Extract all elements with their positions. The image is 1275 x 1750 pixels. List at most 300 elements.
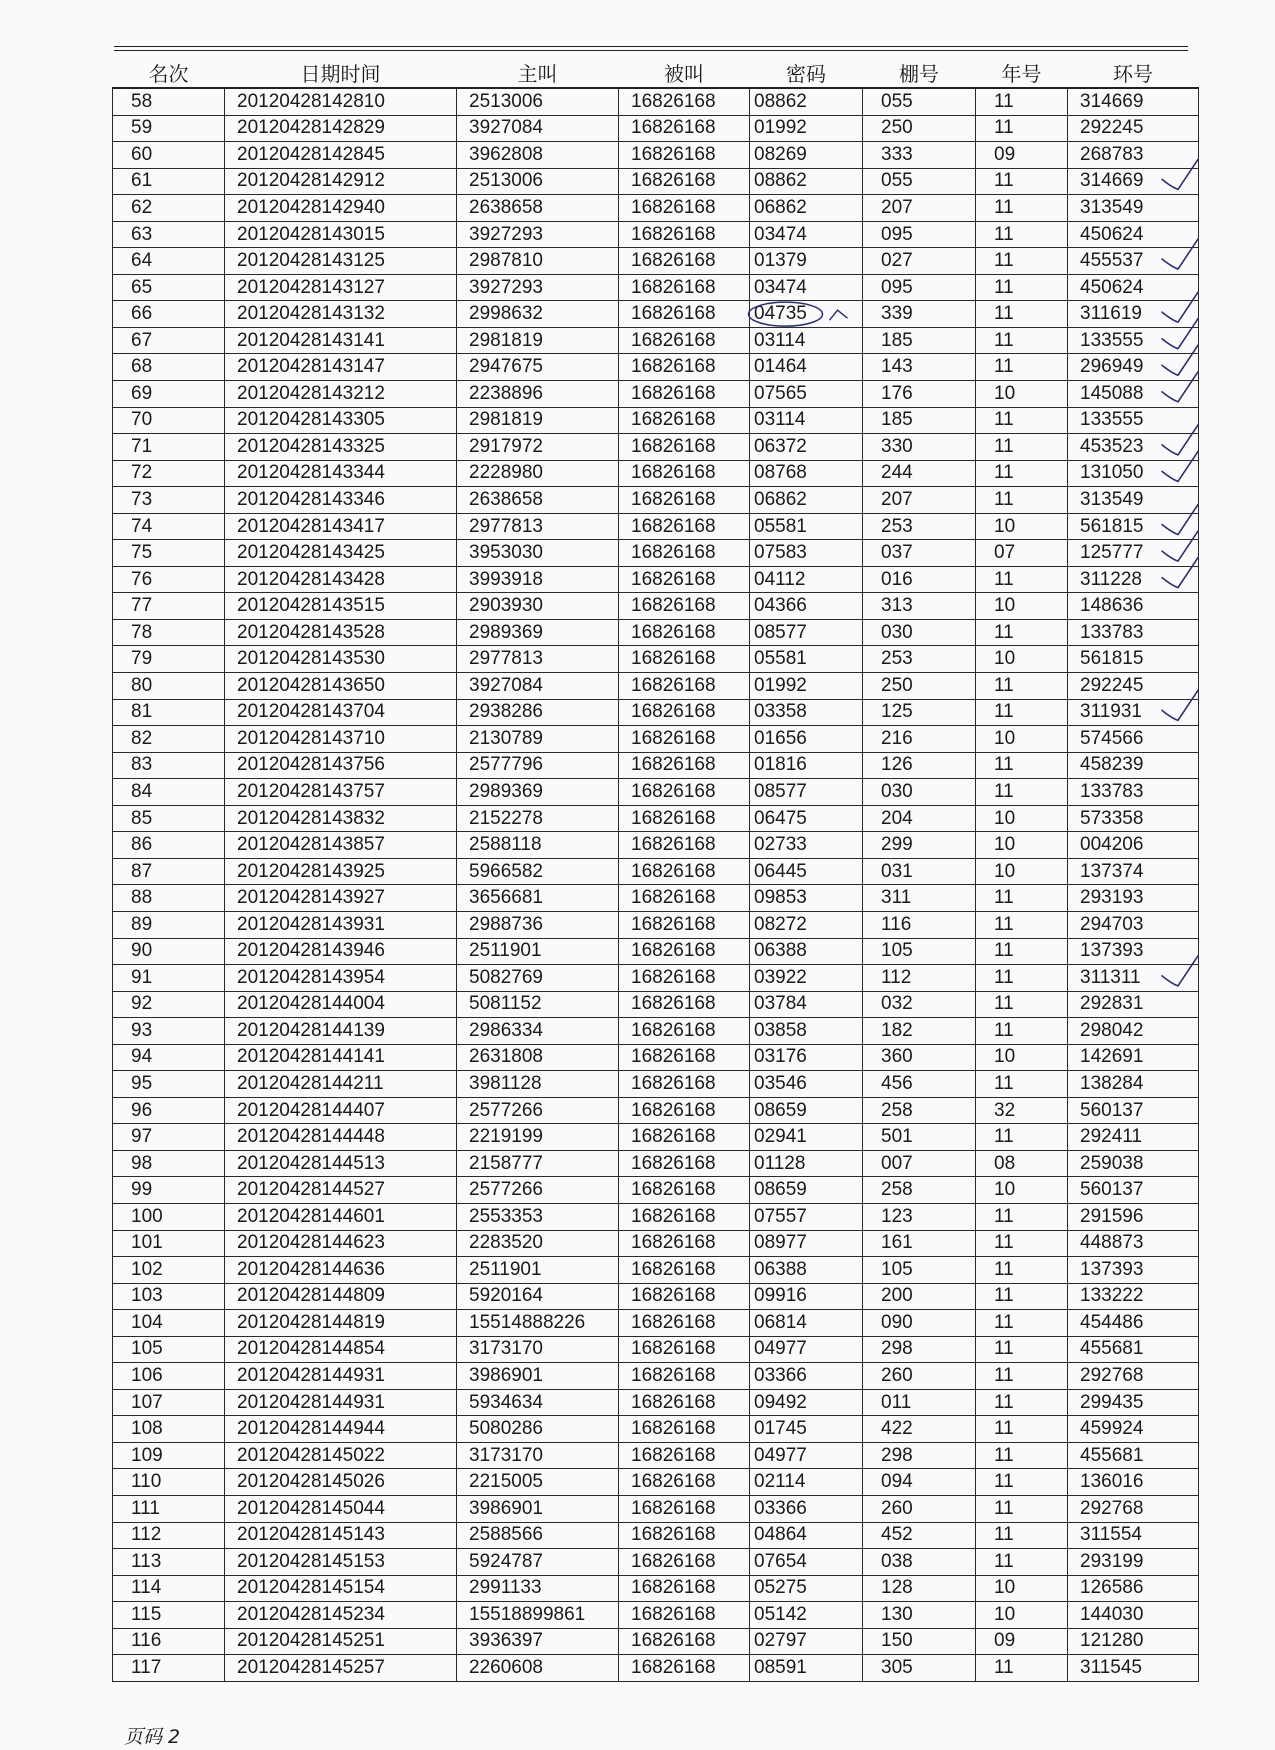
- year-cell: 10: [976, 1602, 1068, 1629]
- caller-cell: 2283520: [457, 1230, 619, 1257]
- ring-cell: 294703: [1068, 911, 1199, 938]
- datetime-cell: 20120428143757: [225, 779, 457, 806]
- caller-cell: 2638658: [457, 487, 619, 514]
- shed-cell: 126: [863, 752, 976, 779]
- callee-cell: 16826168: [619, 1097, 750, 1124]
- datetime-cell: 20120428143528: [225, 619, 457, 646]
- caller-cell: 3656681: [457, 885, 619, 912]
- table-row: [113, 991, 1199, 1018]
- caller-cell: 5924787: [457, 1549, 619, 1576]
- datetime-cell: 20120428143710: [225, 726, 457, 753]
- caller-cell: 2577796: [457, 752, 619, 779]
- datetime-cell: 20120428145022: [225, 1442, 457, 1469]
- shed-cell: 038: [863, 1549, 976, 1576]
- year-cell: 10: [976, 646, 1068, 673]
- shed-cell: 007: [863, 1150, 976, 1177]
- caller-cell: 2238896: [457, 381, 619, 408]
- code-cell: 07557: [750, 1203, 863, 1230]
- ring-cell: 138284: [1068, 1071, 1199, 1098]
- ring-cell: 133555: [1068, 407, 1199, 434]
- code-cell: 08591: [750, 1655, 863, 1682]
- datetime-cell: 20120428145251: [225, 1628, 457, 1655]
- page-number: 页码 2: [124, 1726, 181, 1748]
- rank-cell: 100: [113, 1203, 225, 1230]
- ring-cell: 292768: [1068, 1495, 1199, 1522]
- ring-cell: 133222: [1068, 1283, 1199, 1310]
- datetime-cell: 20120428144527: [225, 1177, 457, 1204]
- table-row: [113, 88, 1199, 115]
- call-records-table: [112, 58, 1199, 1682]
- datetime-cell: 20120428144819: [225, 1310, 457, 1337]
- rank-cell: 66: [113, 301, 225, 328]
- year-cell: 11: [976, 1442, 1068, 1469]
- callee-cell: 16826168: [619, 1575, 750, 1602]
- rank-cell: 94: [113, 1044, 225, 1071]
- code-cell: 03784: [750, 991, 863, 1018]
- ring-cell: 455537: [1068, 248, 1199, 275]
- rank-cell: 59: [113, 115, 225, 142]
- callee-cell: 16826168: [619, 195, 750, 222]
- shed-cell: 182: [863, 1018, 976, 1045]
- table-row: [113, 938, 1199, 965]
- table-row: [113, 1549, 1199, 1576]
- datetime-cell: 20120428144854: [225, 1336, 457, 1363]
- rank-cell: 98: [113, 1150, 225, 1177]
- shed-cell: 055: [863, 88, 976, 115]
- year-cell: 11: [976, 274, 1068, 301]
- callee-cell: 16826168: [619, 301, 750, 328]
- datetime-cell: 20120428144931: [225, 1389, 457, 1416]
- code-cell: 08977: [750, 1230, 863, 1257]
- ring-cell: 133783: [1068, 619, 1199, 646]
- datetime-cell: 20120428144809: [225, 1283, 457, 1310]
- rank-cell: 101: [113, 1230, 225, 1257]
- top-double-rule: [114, 46, 1188, 51]
- callee-cell: 16826168: [619, 619, 750, 646]
- year-cell: 11: [976, 460, 1068, 487]
- rank-cell: 74: [113, 513, 225, 540]
- rank-cell: 89: [113, 911, 225, 938]
- code-cell: 03474: [750, 221, 863, 248]
- rank-cell: 78: [113, 619, 225, 646]
- year-cell: 10: [976, 832, 1068, 859]
- caller-cell: 2158777: [457, 1150, 619, 1177]
- year-cell: 11: [976, 168, 1068, 195]
- ring-cell: 450624: [1068, 274, 1199, 301]
- shed-cell: 258: [863, 1097, 976, 1124]
- ring-cell: 144030: [1068, 1602, 1199, 1629]
- year-cell: 11: [976, 911, 1068, 938]
- caller-cell: 2513006: [457, 88, 619, 115]
- caller-cell: 2917972: [457, 434, 619, 461]
- caller-cell: 3986901: [457, 1495, 619, 1522]
- code-cell: 05581: [750, 513, 863, 540]
- ring-cell: 296949: [1068, 354, 1199, 381]
- shed-cell: 311: [863, 885, 976, 912]
- table-row: [113, 195, 1199, 222]
- table-row: [113, 513, 1199, 540]
- caller-cell: 3927293: [457, 221, 619, 248]
- caller-cell: 5934634: [457, 1389, 619, 1416]
- year-cell: 11: [976, 1230, 1068, 1257]
- rank-cell: 64: [113, 248, 225, 275]
- rank-cell: 103: [113, 1283, 225, 1310]
- ring-cell: 573358: [1068, 805, 1199, 832]
- rank-cell: 96: [113, 1097, 225, 1124]
- ring-cell: 311554: [1068, 1522, 1199, 1549]
- year-cell: 09: [976, 142, 1068, 169]
- year-cell: 10: [976, 1177, 1068, 1204]
- ring-cell: 458239: [1068, 752, 1199, 779]
- year-cell: 11: [976, 885, 1068, 912]
- callee-cell: 16826168: [619, 938, 750, 965]
- ring-cell: 453523: [1068, 434, 1199, 461]
- table-row: [113, 142, 1199, 169]
- rank-cell: 77: [113, 593, 225, 620]
- table-row: [113, 1495, 1199, 1522]
- caller-cell: 15514888226: [457, 1310, 619, 1337]
- year-cell: 11: [976, 566, 1068, 593]
- rank-cell: 70: [113, 407, 225, 434]
- shed-cell: 452: [863, 1522, 976, 1549]
- rank-cell: 97: [113, 1124, 225, 1151]
- table-row: [113, 115, 1199, 142]
- year-cell: 11: [976, 195, 1068, 222]
- datetime-cell: 20120428143125: [225, 248, 457, 275]
- header-callee: 被叫: [619, 58, 750, 88]
- datetime-cell: 20120428143927: [225, 885, 457, 912]
- shed-cell: 016: [863, 566, 976, 593]
- ring-cell: 137393: [1068, 938, 1199, 965]
- shed-cell: 185: [863, 327, 976, 354]
- rank-cell: 93: [113, 1018, 225, 1045]
- shed-cell: 200: [863, 1283, 976, 1310]
- ring-cell: 313549: [1068, 195, 1199, 222]
- callee-cell: 16826168: [619, 726, 750, 753]
- callee-cell: 16826168: [619, 540, 750, 567]
- datetime-cell: 20120428143015: [225, 221, 457, 248]
- callee-cell: 16826168: [619, 1257, 750, 1284]
- ring-cell: 137374: [1068, 858, 1199, 885]
- year-cell: 09: [976, 1628, 1068, 1655]
- code-cell: 02114: [750, 1469, 863, 1496]
- rank-cell: 67: [113, 327, 225, 354]
- year-cell: 11: [976, 699, 1068, 726]
- ring-cell: 455681: [1068, 1336, 1199, 1363]
- ring-cell: 561815: [1068, 646, 1199, 673]
- datetime-cell: 20120428142829: [225, 115, 457, 142]
- datetime-cell: 20120428144931: [225, 1363, 457, 1390]
- year-cell: 11: [976, 407, 1068, 434]
- code-cell: 01745: [750, 1416, 863, 1443]
- callee-cell: 16826168: [619, 1203, 750, 1230]
- datetime-cell: 20120428143650: [225, 673, 457, 700]
- year-cell: 11: [976, 673, 1068, 700]
- code-cell: 08269: [750, 142, 863, 169]
- table-row: [113, 646, 1199, 673]
- callee-cell: 16826168: [619, 1230, 750, 1257]
- year-cell: 10: [976, 1575, 1068, 1602]
- year-cell: 08: [976, 1150, 1068, 1177]
- caller-cell: 5966582: [457, 858, 619, 885]
- year-cell: 11: [976, 1310, 1068, 1337]
- code-cell: 01128: [750, 1150, 863, 1177]
- datetime-cell: 20120428143417: [225, 513, 457, 540]
- ring-cell: 125777: [1068, 540, 1199, 567]
- callee-cell: 16826168: [619, 1602, 750, 1629]
- ring-cell: 292411: [1068, 1124, 1199, 1151]
- shed-cell: 253: [863, 513, 976, 540]
- ring-cell: 292245: [1068, 115, 1199, 142]
- callee-cell: 16826168: [619, 354, 750, 381]
- year-cell: 11: [976, 1495, 1068, 1522]
- shed-cell: 298: [863, 1336, 976, 1363]
- ring-cell: 311619: [1068, 301, 1199, 328]
- code-cell: 03176: [750, 1044, 863, 1071]
- shed-cell: 125: [863, 699, 976, 726]
- caller-cell: 3173170: [457, 1336, 619, 1363]
- table-row: [113, 301, 1199, 328]
- code-cell: 06814: [750, 1310, 863, 1337]
- code-cell: 03114: [750, 407, 863, 434]
- datetime-cell: 20120428143425: [225, 540, 457, 567]
- year-cell: 11: [976, 1655, 1068, 1682]
- callee-cell: 16826168: [619, 646, 750, 673]
- ring-cell: 298042: [1068, 1018, 1199, 1045]
- caller-cell: 2577266: [457, 1097, 619, 1124]
- caller-cell: 2130789: [457, 726, 619, 753]
- callee-cell: 16826168: [619, 1018, 750, 1045]
- caller-cell: 2998632: [457, 301, 619, 328]
- datetime-cell: 20120428145257: [225, 1655, 457, 1682]
- code-cell: 05142: [750, 1602, 863, 1629]
- ring-cell: 311545: [1068, 1655, 1199, 1682]
- callee-cell: 16826168: [619, 1071, 750, 1098]
- header-caller: 主叫: [457, 58, 619, 88]
- table-row: [113, 1018, 1199, 1045]
- callee-cell: 16826168: [619, 1177, 750, 1204]
- year-cell: 10: [976, 513, 1068, 540]
- caller-cell: 2588118: [457, 832, 619, 859]
- year-cell: 11: [976, 248, 1068, 275]
- rank-cell: 90: [113, 938, 225, 965]
- rank-cell: 65: [113, 274, 225, 301]
- ring-cell: 292245: [1068, 673, 1199, 700]
- callee-cell: 16826168: [619, 885, 750, 912]
- table-row: [113, 1575, 1199, 1602]
- code-cell: 07565: [750, 381, 863, 408]
- rank-cell: 105: [113, 1336, 225, 1363]
- callee-cell: 16826168: [619, 1522, 750, 1549]
- datetime-cell: 20120428145143: [225, 1522, 457, 1549]
- code-cell: 01992: [750, 673, 863, 700]
- ring-cell: 311228: [1068, 566, 1199, 593]
- ring-cell: 133783: [1068, 779, 1199, 806]
- shed-cell: 176: [863, 381, 976, 408]
- caller-cell: 2553353: [457, 1203, 619, 1230]
- code-cell: 02797: [750, 1628, 863, 1655]
- ring-cell: 561815: [1068, 513, 1199, 540]
- rank-cell: 81: [113, 699, 225, 726]
- table-row: [113, 1310, 1199, 1337]
- datetime-cell: 20120428143515: [225, 593, 457, 620]
- year-cell: 11: [976, 965, 1068, 992]
- code-cell: 03366: [750, 1363, 863, 1390]
- caller-cell: 2215005: [457, 1469, 619, 1496]
- callee-cell: 16826168: [619, 1283, 750, 1310]
- rank-cell: 62: [113, 195, 225, 222]
- table-row: [113, 726, 1199, 753]
- callee-cell: 16826168: [619, 1336, 750, 1363]
- shed-cell: 299: [863, 832, 976, 859]
- shed-cell: 260: [863, 1495, 976, 1522]
- code-cell: 06388: [750, 938, 863, 965]
- rank-cell: 88: [113, 885, 225, 912]
- datetime-cell: 20120428145044: [225, 1495, 457, 1522]
- caller-cell: 2228980: [457, 460, 619, 487]
- table-row: [113, 1150, 1199, 1177]
- rank-cell: 102: [113, 1257, 225, 1284]
- table-row: [113, 274, 1199, 301]
- ring-cell: 560137: [1068, 1097, 1199, 1124]
- code-cell: 08862: [750, 168, 863, 195]
- year-cell: 11: [976, 301, 1068, 328]
- callee-cell: 16826168: [619, 142, 750, 169]
- shed-cell: 185: [863, 407, 976, 434]
- table-row: [113, 168, 1199, 195]
- rank-cell: 86: [113, 832, 225, 859]
- rank-cell: 87: [113, 858, 225, 885]
- datetime-cell: 20120428143704: [225, 699, 457, 726]
- table-row: [113, 1363, 1199, 1390]
- caller-cell: 2977813: [457, 646, 619, 673]
- rank-cell: 75: [113, 540, 225, 567]
- code-cell: 03546: [750, 1071, 863, 1098]
- ring-cell: 314669: [1068, 168, 1199, 195]
- rank-cell: 73: [113, 487, 225, 514]
- datetime-cell: 20120428143325: [225, 434, 457, 461]
- callee-cell: 16826168: [619, 1416, 750, 1443]
- caller-cell: 2938286: [457, 699, 619, 726]
- rank-cell: 85: [113, 805, 225, 832]
- ring-cell: 126586: [1068, 1575, 1199, 1602]
- ring-cell: 299435: [1068, 1389, 1199, 1416]
- code-cell: 05275: [750, 1575, 863, 1602]
- caller-cell: 2513006: [457, 168, 619, 195]
- caller-cell: 3981128: [457, 1071, 619, 1098]
- shed-cell: 456: [863, 1071, 976, 1098]
- table-row: [113, 1097, 1199, 1124]
- caller-cell: 2260608: [457, 1655, 619, 1682]
- year-cell: 10: [976, 858, 1068, 885]
- shed-cell: 030: [863, 619, 976, 646]
- ring-cell: 292768: [1068, 1363, 1199, 1390]
- rank-cell: 111: [113, 1495, 225, 1522]
- header-rank: 名次: [113, 58, 225, 88]
- code-cell: 04112: [750, 566, 863, 593]
- caller-cell: 3993918: [457, 566, 619, 593]
- datetime-cell: 20120428143344: [225, 460, 457, 487]
- datetime-cell: 20120428143756: [225, 752, 457, 779]
- table-row: [113, 805, 1199, 832]
- code-cell: 03358: [750, 699, 863, 726]
- shed-cell: 112: [863, 965, 976, 992]
- datetime-cell: 20120428145026: [225, 1469, 457, 1496]
- shed-cell: 090: [863, 1310, 976, 1337]
- caller-cell: 5080286: [457, 1416, 619, 1443]
- ring-cell: 450624: [1068, 221, 1199, 248]
- datetime-cell: 20120428143925: [225, 858, 457, 885]
- year-cell: 11: [976, 938, 1068, 965]
- table-row: [113, 1177, 1199, 1204]
- year-cell: 11: [976, 221, 1068, 248]
- table-row: [113, 434, 1199, 461]
- ring-cell: 311931: [1068, 699, 1199, 726]
- table-row: [113, 1655, 1199, 1682]
- table-row: [113, 221, 1199, 248]
- ring-cell: 136016: [1068, 1469, 1199, 1496]
- rank-cell: 107: [113, 1389, 225, 1416]
- code-cell: 09492: [750, 1389, 863, 1416]
- shed-cell: 260: [863, 1363, 976, 1390]
- year-cell: 11: [976, 1416, 1068, 1443]
- year-cell: 32: [976, 1097, 1068, 1124]
- datetime-cell: 20120428145153: [225, 1549, 457, 1576]
- datetime-cell: 20120428143832: [225, 805, 457, 832]
- year-cell: 11: [976, 752, 1068, 779]
- datetime-cell: 20120428144004: [225, 991, 457, 1018]
- header-datetime: 日期时间: [225, 58, 457, 88]
- callee-cell: 16826168: [619, 434, 750, 461]
- code-cell: 06475: [750, 805, 863, 832]
- shed-cell: 333: [863, 142, 976, 169]
- table-row: [113, 1416, 1199, 1443]
- datetime-cell: 20120428144407: [225, 1097, 457, 1124]
- callee-cell: 16826168: [619, 832, 750, 859]
- table-row: [113, 779, 1199, 806]
- table-row: [113, 1203, 1199, 1230]
- rank-cell: 108: [113, 1416, 225, 1443]
- caller-cell: 2947675: [457, 354, 619, 381]
- table-row: [113, 487, 1199, 514]
- shed-cell: 250: [863, 115, 976, 142]
- table-row: [113, 911, 1199, 938]
- year-cell: 10: [976, 381, 1068, 408]
- ring-cell: 259038: [1068, 1150, 1199, 1177]
- caller-cell: 3953030: [457, 540, 619, 567]
- year-cell: 11: [976, 1522, 1068, 1549]
- year-cell: 11: [976, 1257, 1068, 1284]
- year-cell: 11: [976, 1018, 1068, 1045]
- datetime-cell: 20120428143141: [225, 327, 457, 354]
- callee-cell: 16826168: [619, 88, 750, 115]
- datetime-cell: 20120428145234: [225, 1602, 457, 1629]
- datetime-cell: 20120428143954: [225, 965, 457, 992]
- code-cell: 01992: [750, 115, 863, 142]
- ring-cell: 291596: [1068, 1203, 1199, 1230]
- shed-cell: 095: [863, 274, 976, 301]
- shed-cell: 105: [863, 1257, 976, 1284]
- datetime-cell: 20120428144636: [225, 1257, 457, 1284]
- table-row: [113, 354, 1199, 381]
- shed-cell: 030: [863, 779, 976, 806]
- shed-cell: 207: [863, 487, 976, 514]
- rank-cell: 115: [113, 1602, 225, 1629]
- callee-cell: 16826168: [619, 699, 750, 726]
- rank-cell: 112: [113, 1522, 225, 1549]
- shed-cell: 128: [863, 1575, 976, 1602]
- code-cell: 02733: [750, 832, 863, 859]
